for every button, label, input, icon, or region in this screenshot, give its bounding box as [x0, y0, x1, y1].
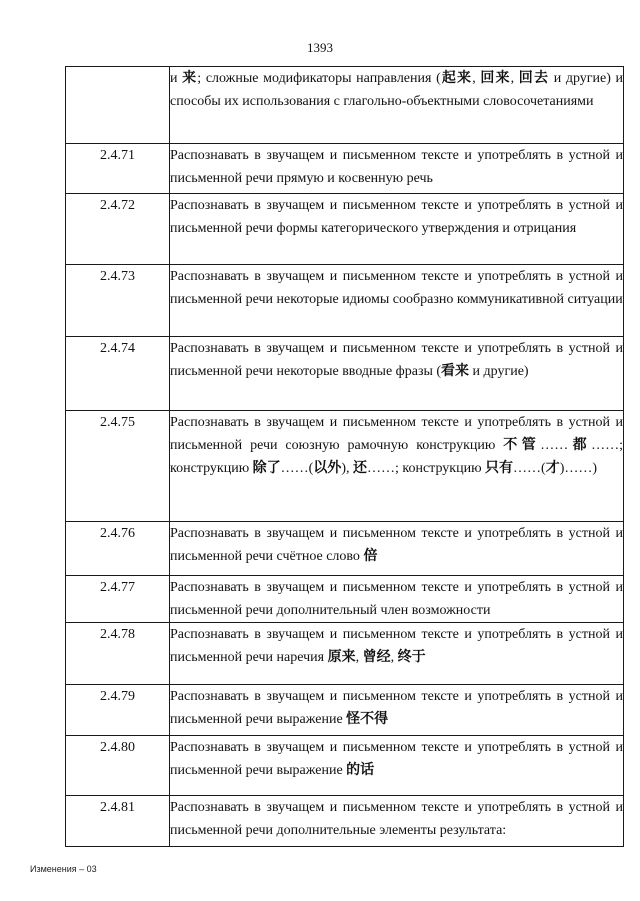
item-description: Распознавать в звучащем и письменном тексте и употреблять в устной и письменной речи счётное слово 倍	[170, 522, 624, 576]
item-description: Распознавать в звучащем и письменном тексте и употреблять в устной и письменной речи выражение 怪不得	[170, 685, 624, 736]
item-code: 2.4.72	[66, 194, 170, 265]
item-code: 2.4.78	[66, 623, 170, 685]
item-code: 2.4.77	[66, 576, 170, 623]
item-description: Распознавать в звучащем и письменном тексте и употреблять в устной и письменной речи дополнительный член возможности	[170, 576, 624, 623]
table-row	[66, 736, 624, 796]
item-code: 2.4.75	[66, 411, 170, 522]
item-description: Распознавать в звучащем и письменном тексте и употреблять в устной и письменной речи выражение 的话	[170, 736, 624, 796]
table-row	[66, 796, 624, 847]
item-description: Распознавать в звучащем и письменном тексте и употреблять в устной и письменной речи прямую и косвенную речь	[170, 144, 624, 194]
item-description: Распознавать в звучащем и письменном тексте и употреблять в устной и письменной речи некоторые вводные фразы (看来 и другие)	[170, 337, 624, 411]
table-row	[66, 522, 624, 576]
table-row	[66, 623, 624, 685]
item-description: Распознавать в звучащем и письменном тексте и употреблять в устной и письменной речи дополнительные элементы результата:	[170, 796, 624, 847]
item-code: 2.4.79	[66, 685, 170, 736]
item-code: 2.4.71	[66, 144, 170, 194]
item-code: 2.4.74	[66, 337, 170, 411]
table-row	[66, 67, 624, 144]
item-description: и 来; сложные модификаторы направления (起来, 回来, 回去 и другие) и способы их использования с глагольно-объектными словосочетаниями	[170, 67, 624, 144]
item-description: Распознавать в звучащем и письменном тексте и употреблять в устной и письменной речи формы категорического утверждения и отрицания	[170, 194, 624, 265]
table-row	[66, 194, 624, 265]
footer-revision: Изменения – 03	[30, 864, 97, 874]
table-row	[66, 265, 624, 337]
item-code: 2.4.80	[66, 736, 170, 796]
requirements-table	[65, 66, 624, 847]
item-code	[66, 67, 170, 144]
table-row	[66, 411, 624, 522]
table-row	[66, 144, 624, 194]
table-row	[66, 576, 624, 623]
item-description: Распознавать в звучащем и письменном тексте и употреблять в устной и письменной речи некоторые идиомы сообразно коммуникативной ситуации	[170, 265, 624, 337]
item-description: Распознавать в звучащем и письменном тексте и употреблять в устной и письменной речи союзную рамочную конструкцию 不管……都……; конструкцию 除了……(以外), 还……; конструкцию 只有……(才)……)	[170, 411, 624, 522]
item-description: Распознавать в звучащем и письменном тексте и употреблять в устной и письменной речи наречия 原来, 曾经, 终于	[170, 623, 624, 685]
item-code: 2.4.81	[66, 796, 170, 847]
item-code: 2.4.76	[66, 522, 170, 576]
table-row	[66, 337, 624, 411]
item-code: 2.4.73	[66, 265, 170, 337]
page-number: 1393	[307, 40, 333, 55]
table-row	[66, 685, 624, 736]
